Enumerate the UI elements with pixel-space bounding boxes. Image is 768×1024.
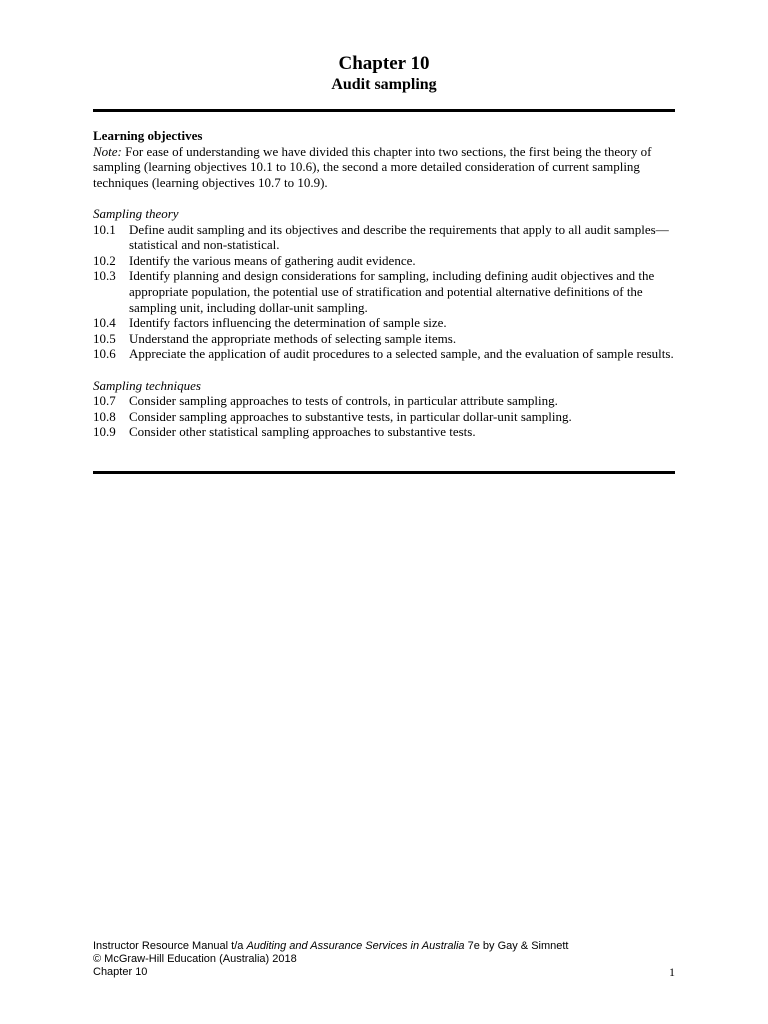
note-label: Note: (93, 143, 122, 159)
objective-number: 10.6 (93, 346, 116, 362)
objective-10-5 (93, 331, 675, 347)
objective-text: Identify the various means of gathering audit evidence. (129, 252, 416, 268)
note-text: For ease of understanding we have divided this chapter into two sections, the first being the theory of sampling (learning objectives 10.1 to 10.6), the second a more detailed consideration of current sampling techniques (learning objectives 10.7 to 10.9). (93, 143, 652, 190)
objective-10-4 (93, 315, 675, 331)
objective-text: Consider sampling approaches to substantive tests, in particular dollar-unit sampling. (129, 408, 572, 424)
top-rule (93, 109, 675, 112)
objective-text: Understand the appropriate methods of selecting sample items. (129, 330, 457, 346)
page-number: 1 (669, 965, 675, 979)
section-heading-sampling-techniques: Sampling techniques (93, 377, 201, 393)
learning-objectives-heading: Learning objectives (93, 128, 203, 143)
objective-number: 10.7 (93, 393, 116, 409)
objective-number: 10.1 (93, 221, 116, 237)
objective-10-9 (93, 424, 675, 440)
footer-copyright: © McGraw-Hill Education (Australia) 2018 (93, 953, 297, 965)
objective-number: 10.4 (93, 315, 116, 331)
learning-objectives-block (93, 128, 675, 440)
footer-suffix: 7e by Gay & Simnett (464, 940, 569, 952)
objective-10-2 (93, 253, 675, 269)
objective-10-7 (93, 393, 675, 409)
objective-text: Consider sampling approaches to tests of controls, in particular attribute sampling. (129, 393, 558, 409)
objective-10-6 (93, 346, 675, 362)
note-paragraph (93, 144, 675, 191)
objective-number: 10.5 (93, 330, 116, 346)
section-heading-sampling-theory: Sampling theory (93, 205, 179, 221)
page-footer (93, 940, 675, 979)
footer-prefix: Instructor Resource Manual t/a (93, 940, 247, 952)
objective-10-3 (93, 268, 675, 315)
chapter-title: Audit sampling (331, 76, 437, 93)
objective-text: Define audit sampling and its objectives and describe the requirements that apply to all audit samples—statistical and non-statistical. (129, 221, 669, 253)
objective-10-1 (93, 222, 675, 253)
objective-10-8 (93, 409, 675, 425)
footer-bottom-row (93, 966, 675, 979)
objective-number: 10.3 (93, 268, 116, 284)
objective-number: 10.9 (93, 424, 116, 440)
footer-chapter: Chapter 10 (93, 966, 148, 978)
objective-text: Consider other statistical sampling approaches to substantive tests. (129, 424, 476, 440)
footer-book-title: Auditing and Assurance Services in Australia (246, 940, 465, 952)
objective-number: 10.8 (93, 408, 116, 424)
objective-text: Appreciate the application of audit procedures to a selected sample, and the evaluation of sample results. (129, 346, 674, 362)
objective-text: Identify factors influencing the determination of sample size. (129, 315, 447, 331)
bottom-rule (93, 471, 675, 474)
objective-text: Identify planning and design considerations for sampling, including defining audit objectives and the appropriate population, the potential use of stratification and potential alternative definitions of the sampling unit, including dollar-unit sampling. (129, 268, 655, 315)
objective-number: 10.2 (93, 252, 116, 268)
footer-publication-line (93, 940, 675, 953)
chapter-number: Chapter 10 (338, 53, 430, 74)
